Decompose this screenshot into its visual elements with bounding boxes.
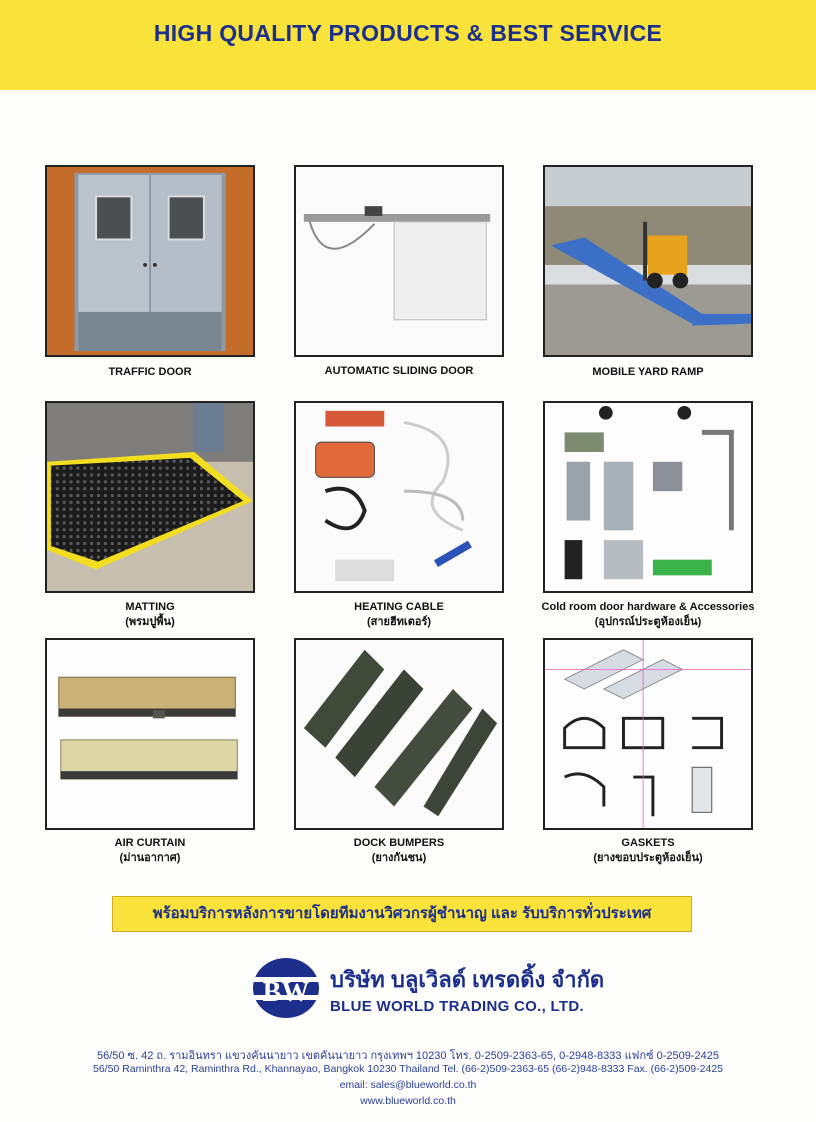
air-curtain-image — [45, 638, 255, 830]
address-thai: 56/50 ซ. 42 ถ. รามอินทรา แขวงคันนายาว เขตคันนายาว กรุงเทพฯ 10230 โทร. 0-2509-2363-65, 0-2948-8333 แฟกซ์ 0-2509-2425 — [96, 1050, 720, 1062]
product-caption: GASKETS (ยางขอบประตูห้องเย็น) — [593, 837, 703, 864]
heating-cable-image — [294, 401, 504, 593]
product-caption: DOCK BUMPERS (ยางกันชน) — [353, 837, 445, 864]
company-logo — [252, 957, 320, 1019]
email[interactable]: email: sales@blueworld.co.th — [339, 1079, 477, 1091]
website[interactable]: www.blueworld.co.th — [360, 1095, 456, 1107]
address-english: 56/50 Raminthra 42, Raminthra Rd., Khannayao, Bangkok 10230 Thailand Tel. (66-2)509-2363-65 (66-2)948-8333 Fax. (66-2)509-2425 — [92, 1063, 723, 1075]
matting-image — [45, 401, 255, 593]
product-caption: AIR CURTAIN (ม่านอากาศ) — [114, 837, 186, 864]
logo-text: BW — [262, 977, 310, 1008]
product-caption: TRAFFIC DOOR — [108, 366, 192, 378]
cold-room-door-hardware-image — [543, 401, 753, 593]
page-title: HIGH QUALITY PRODUCTS & BEST SERVICE — [153, 20, 663, 46]
traffic-door-image — [45, 165, 255, 357]
product-caption: Cold room door hardware & Accessories (อุปกรณ์ประตูห้องเย็น) — [541, 601, 755, 628]
product-caption: MATTING (พรมปูพื้น) — [125, 601, 175, 628]
service-banner: พร้อมบริการหลังการขายโดยทีมงานวิศวกรผู้ชำนาญ และ รับบริการทั่วประเทศ — [112, 896, 692, 932]
product-caption: AUTOMATIC SLIDING DOOR — [324, 365, 474, 377]
company-name-english: BLUE WORLD TRADING CO., LTD. — [330, 998, 584, 1015]
gaskets-image — [543, 638, 753, 830]
company-name-thai: บริษัท บลูเวิลด์ เทรดดิ้ง จำกัด — [330, 967, 605, 992]
mobile-yard-ramp-image — [543, 165, 753, 357]
product-caption: HEATING CABLE (สายฮีทเตอร์) — [354, 601, 444, 628]
dock-bumpers-image — [294, 638, 504, 830]
automatic-sliding-door-image — [294, 165, 504, 357]
product-caption: MOBILE YARD RAMP — [592, 366, 704, 378]
